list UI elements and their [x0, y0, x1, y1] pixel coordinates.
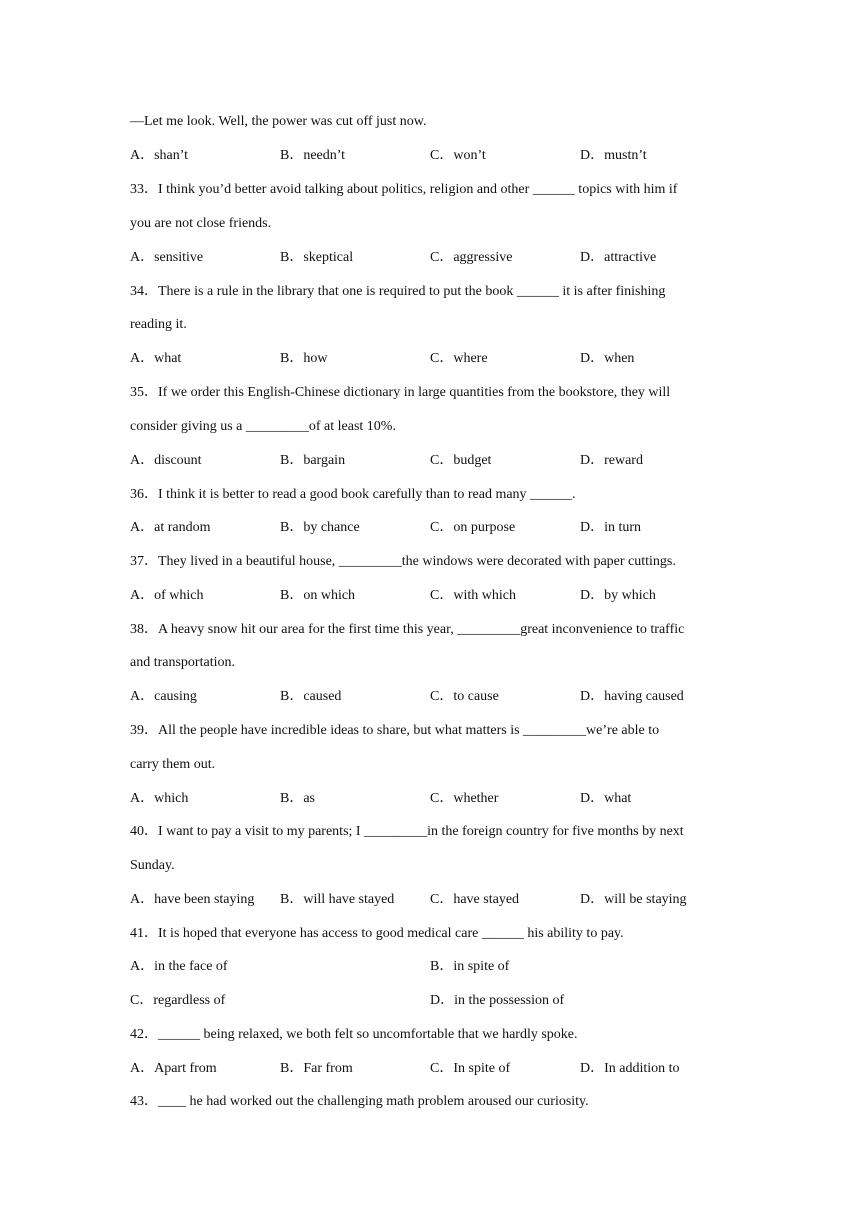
- option-a: A．sensitive: [130, 250, 204, 265]
- option-c: C．In spite of: [430, 1061, 511, 1076]
- option-c: C．whether: [430, 791, 499, 806]
- option-a: A．have been staying: [130, 892, 255, 907]
- option-b: B．will have stayed: [280, 892, 395, 907]
- option-b: B．caused: [280, 689, 342, 704]
- option-b: B．bargain: [280, 453, 346, 468]
- option-a: A．shan’t: [130, 148, 189, 163]
- option-a: A．at random: [130, 520, 211, 535]
- option-c: C．aggressive: [430, 250, 513, 265]
- option-a: A．what: [130, 351, 182, 366]
- option-b: B．as: [280, 791, 315, 806]
- option-c: C．to cause: [430, 689, 499, 704]
- option-b: B．needn’t: [280, 148, 346, 163]
- option-b: B．on which: [280, 588, 356, 603]
- option-d: D．in the possession of: [430, 993, 565, 1008]
- question-stem: 36．I think it is better to read a good book carefully than to read many ______.: [130, 487, 576, 502]
- option-d: D．mustn’t: [580, 148, 647, 163]
- option-d: D．will be staying: [580, 892, 687, 907]
- option-b: B．how: [280, 351, 328, 366]
- option-a: A．discount: [130, 453, 202, 468]
- question-stem: 35．If we order this English-Chinese dictionary in large quantities from the bookstore, they will: [130, 385, 671, 400]
- option-a: A．causing: [130, 689, 197, 704]
- option-c: C．budget: [430, 453, 492, 468]
- option-c: C．with which: [430, 588, 516, 603]
- option-c: C．where: [430, 351, 488, 366]
- question-stem: 43．____ he had worked out the challenging math problem aroused our curiosity.: [130, 1094, 589, 1109]
- question-stem: 33．I think you’d better avoid talking about politics, religion and other ______ topics with him if: [130, 182, 678, 197]
- dialogue-line: —Let me look. Well, the power was cut off just now.: [130, 114, 427, 129]
- question-stem-continued: Sunday.: [130, 858, 175, 873]
- option-b: B．Far from: [280, 1061, 353, 1076]
- option-c: C．on purpose: [430, 520, 516, 535]
- question-stem: 41．It is hoped that everyone has access to good medical care ______ his ability to pay.: [130, 926, 624, 941]
- question-stem-continued: carry them out.: [130, 757, 216, 772]
- option-d: D．In addition to: [580, 1061, 680, 1076]
- option-d: D．having caused: [580, 689, 684, 704]
- question-stem: 42．______ being relaxed, we both felt so uncomfortable that we hardly spoke.: [130, 1027, 578, 1042]
- option-a: A．Apart from: [130, 1061, 217, 1076]
- question-stem-continued: and transportation.: [130, 655, 235, 670]
- option-d: D．attractive: [580, 250, 657, 265]
- option-c: C．regardless of: [130, 993, 226, 1008]
- option-c: C．won’t: [430, 148, 486, 163]
- question-stem-continued: reading it.: [130, 317, 187, 332]
- question-stem: 40．I want to pay a visit to my parents; I _________in the foreign country for five months by next: [130, 824, 684, 839]
- question-stem: 34．There is a rule in the library that one is required to put the book ______ it is after finishing: [130, 284, 666, 299]
- question-stem: 39．All the people have incredible ideas to share, but what matters is _________we’re able to: [130, 723, 660, 738]
- option-d: D．when: [580, 351, 635, 366]
- option-b: B．in spite of: [430, 959, 510, 974]
- option-d: D．reward: [580, 453, 643, 468]
- option-d: D．by which: [580, 588, 656, 603]
- question-stem-continued: you are not close friends.: [130, 216, 272, 231]
- option-a: A．in the face of: [130, 959, 228, 974]
- option-a: A．of which: [130, 588, 204, 603]
- option-d: D．what: [580, 791, 632, 806]
- option-b: B．skeptical: [280, 250, 354, 265]
- option-b: B．by chance: [280, 520, 360, 535]
- option-c: C．have stayed: [430, 892, 520, 907]
- question-stem: 38．A heavy snow hit our area for the first time this year, _________great inconvenience to traffic: [130, 622, 685, 637]
- option-d: D．in turn: [580, 520, 642, 535]
- option-a: A．which: [130, 791, 189, 806]
- question-stem-continued: consider giving us a _________of at least 10%.: [130, 419, 396, 434]
- question-stem: 37．They lived in a beautiful house, _________the windows were decorated with paper cuttings.: [130, 554, 676, 569]
